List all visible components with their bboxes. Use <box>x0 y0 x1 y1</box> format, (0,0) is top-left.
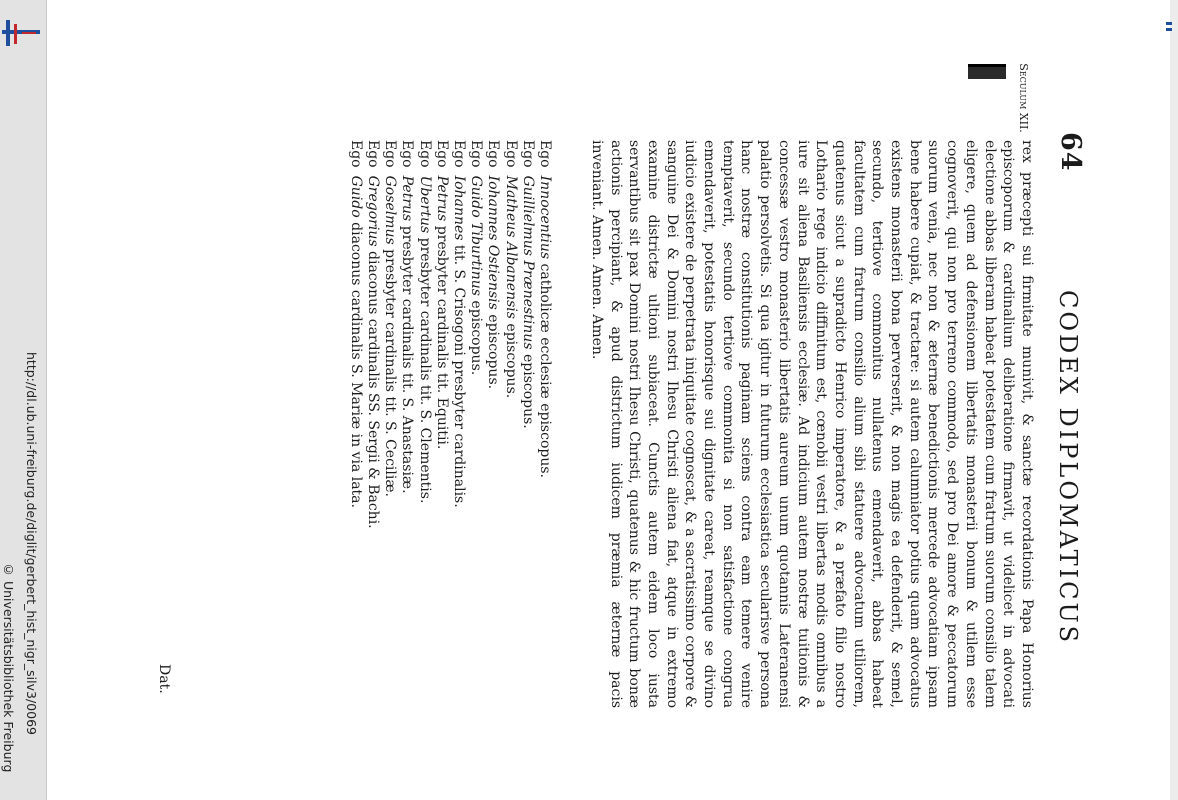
ego-word: Ego <box>382 140 399 168</box>
subscription-line <box>364 140 381 610</box>
margin-note: Seculum XII. <box>1017 63 1030 133</box>
subscription-line <box>415 140 432 610</box>
source-url[interactable]: http://dl.ub.uni-freiburg.de/diglit/gerbert_hist_nigr_silv3/0069 <box>24 352 39 735</box>
signatory-name: Iohannes <box>450 175 467 241</box>
subscription-line <box>484 140 501 610</box>
subscription-line <box>467 140 484 610</box>
signatory-name: Petrus <box>433 175 450 222</box>
ego-word: Ego <box>433 140 450 168</box>
signatory-title: catholicæ ecclesiæ episcopus. <box>537 263 553 478</box>
signatory-name: Ubertus <box>416 175 433 234</box>
ego-word: Ego <box>519 140 536 168</box>
signatory-name: Guillielmus Prænestinus <box>519 175 536 350</box>
signatory-name: Matheus Albanensis <box>502 175 519 319</box>
signatory-title: episcopus. <box>502 323 519 399</box>
subscription-line <box>347 140 364 610</box>
ego-word: Ego <box>485 140 502 168</box>
signatory-title: episcopus. <box>468 300 485 376</box>
signatory-title: presbyter cardinalis tit. S. Clementis. <box>416 237 433 504</box>
ego-word: Ego <box>364 140 381 168</box>
university-logo-icon <box>1166 22 1172 36</box>
signatory-title: presbyter cardinalis tit. S. Anastasiæ. <box>399 225 416 494</box>
subscription-line <box>433 140 450 610</box>
signatory-title: presbyter cardinalis tit. S. Ceciliæ. <box>382 249 399 497</box>
subscription-line <box>519 140 536 610</box>
charter-paragraph: rex præcepti sui firmitate munivit, & sanctæ recordationis Papa Honorius episcoporum & cardinalium deliberatione firmavit, ut videlicet in advocati electione abbas liberam habeat potestatem cum fratrum suorum consilio talem eligere, quem ad defensionem libertatis monasterii bonum & utilem esse cognoverit, qui non pro terreno commodo, sed pro Dei amore & peccatorum suorum venia, nec non & æternæ benedictionis mercede advocatiam ipsam bene habere cupiat, & tractare: si autem calumniator potius quam advocatus existens monasterii bona perverserit, & non magis ea defenderit, & semel, secundo, tertiove commonitus nullatenus emendaverit, abbas habeat facultatem cum fratrum consilio alium sibi statuere advocatum utiliorem, quatenus sicut a supradicto Henrico imperatore, & a præfato filio nostro Lothario rege indicio diffinitum est, cœnobii vestri libertas modis omnibus a iure sit aliena Basiliensis ecclesiæ. Ad indicium autem nostræ tuitionis & concessæ vestro monasterio libertatis aureum unum quotannis Lateranensi palatio persolvetis. Si qua igitur in futurum ecclesiastica secularisve persona hanc nostræ constitutionis paginam sciens contra eam temere venire temptaverit, secundo tertiove commonita si non satisfactione congrua emendaverit, potestatis honorisque sui dignitate careat, reamque se divino iudicio existere de perpetrata iniquitate cognoscat, & a sacratissimo corpore & sanguine Dei & Domini nostri Ihesu Christi aliena fiat, atque in extremo examine districtæ ultioni subiaceat. Cunctis autem eidem loco iusta servantibus sit pax Domini nostri Ihesu Christi, quatenus & hic fructum bonæ actionis percipiant, & apud districtum iudicem præmia æternæ pacis inveniant. Amen. Amen. Amen. <box>588 140 1035 708</box>
ego-word: Ego <box>502 140 519 168</box>
page-number: 64 <box>1055 132 1086 172</box>
viewer-right-edge <box>1170 0 1178 800</box>
subscription-line <box>450 140 467 610</box>
ego-word: Ego <box>450 140 467 168</box>
ego-word: Ego <box>537 140 553 168</box>
signatory-title: tit. S. Crisogoni presbyter cardinalis. <box>450 244 467 508</box>
signatory-name: Iohannes Ostiensis <box>485 175 502 310</box>
subscription-line <box>501 140 518 610</box>
signatory-name: Guido Tiburtinus <box>468 175 485 296</box>
subscription-list <box>347 140 553 610</box>
margin-bar <box>968 64 1006 79</box>
running-title: CODEX DIPLOMATICUS <box>1054 290 1082 646</box>
signatory-title: episcopus. <box>485 314 502 390</box>
signatory-title: diaconus cardinalis S. Mariæ in via lata. <box>347 222 364 508</box>
body-text <box>587 140 1036 708</box>
signatory-name: Gregorius <box>364 175 381 247</box>
ego-word: Ego <box>399 140 416 168</box>
subscription-line <box>381 140 398 610</box>
university-logo-icon <box>2 18 40 50</box>
subscription-line <box>536 140 553 610</box>
signatory-title: presbyter cardinalis tit. Equitii. <box>433 225 450 450</box>
catchword: Dat. <box>156 664 172 694</box>
signatory-title: diaconus cardinalis SS. Sergii & Bachi. <box>364 251 381 529</box>
ego-word: Ego <box>347 140 364 168</box>
page-header <box>1042 50 1086 720</box>
ego-word: Ego <box>416 140 433 168</box>
signatory-name: Guido <box>347 175 364 218</box>
subscription-line <box>398 140 415 610</box>
signatory-title: episcopus. <box>519 353 536 429</box>
scanned-page <box>156 50 1086 720</box>
viewer-sidebar <box>0 0 47 800</box>
copyright-notice: © Universitätsbibliothek Freiburg <box>1 562 16 773</box>
signatory-name: Innocentius <box>537 175 553 260</box>
signatory-name: Goselmus <box>382 175 399 245</box>
signatory-name: Petrus <box>399 175 416 222</box>
ego-word: Ego <box>468 140 485 168</box>
